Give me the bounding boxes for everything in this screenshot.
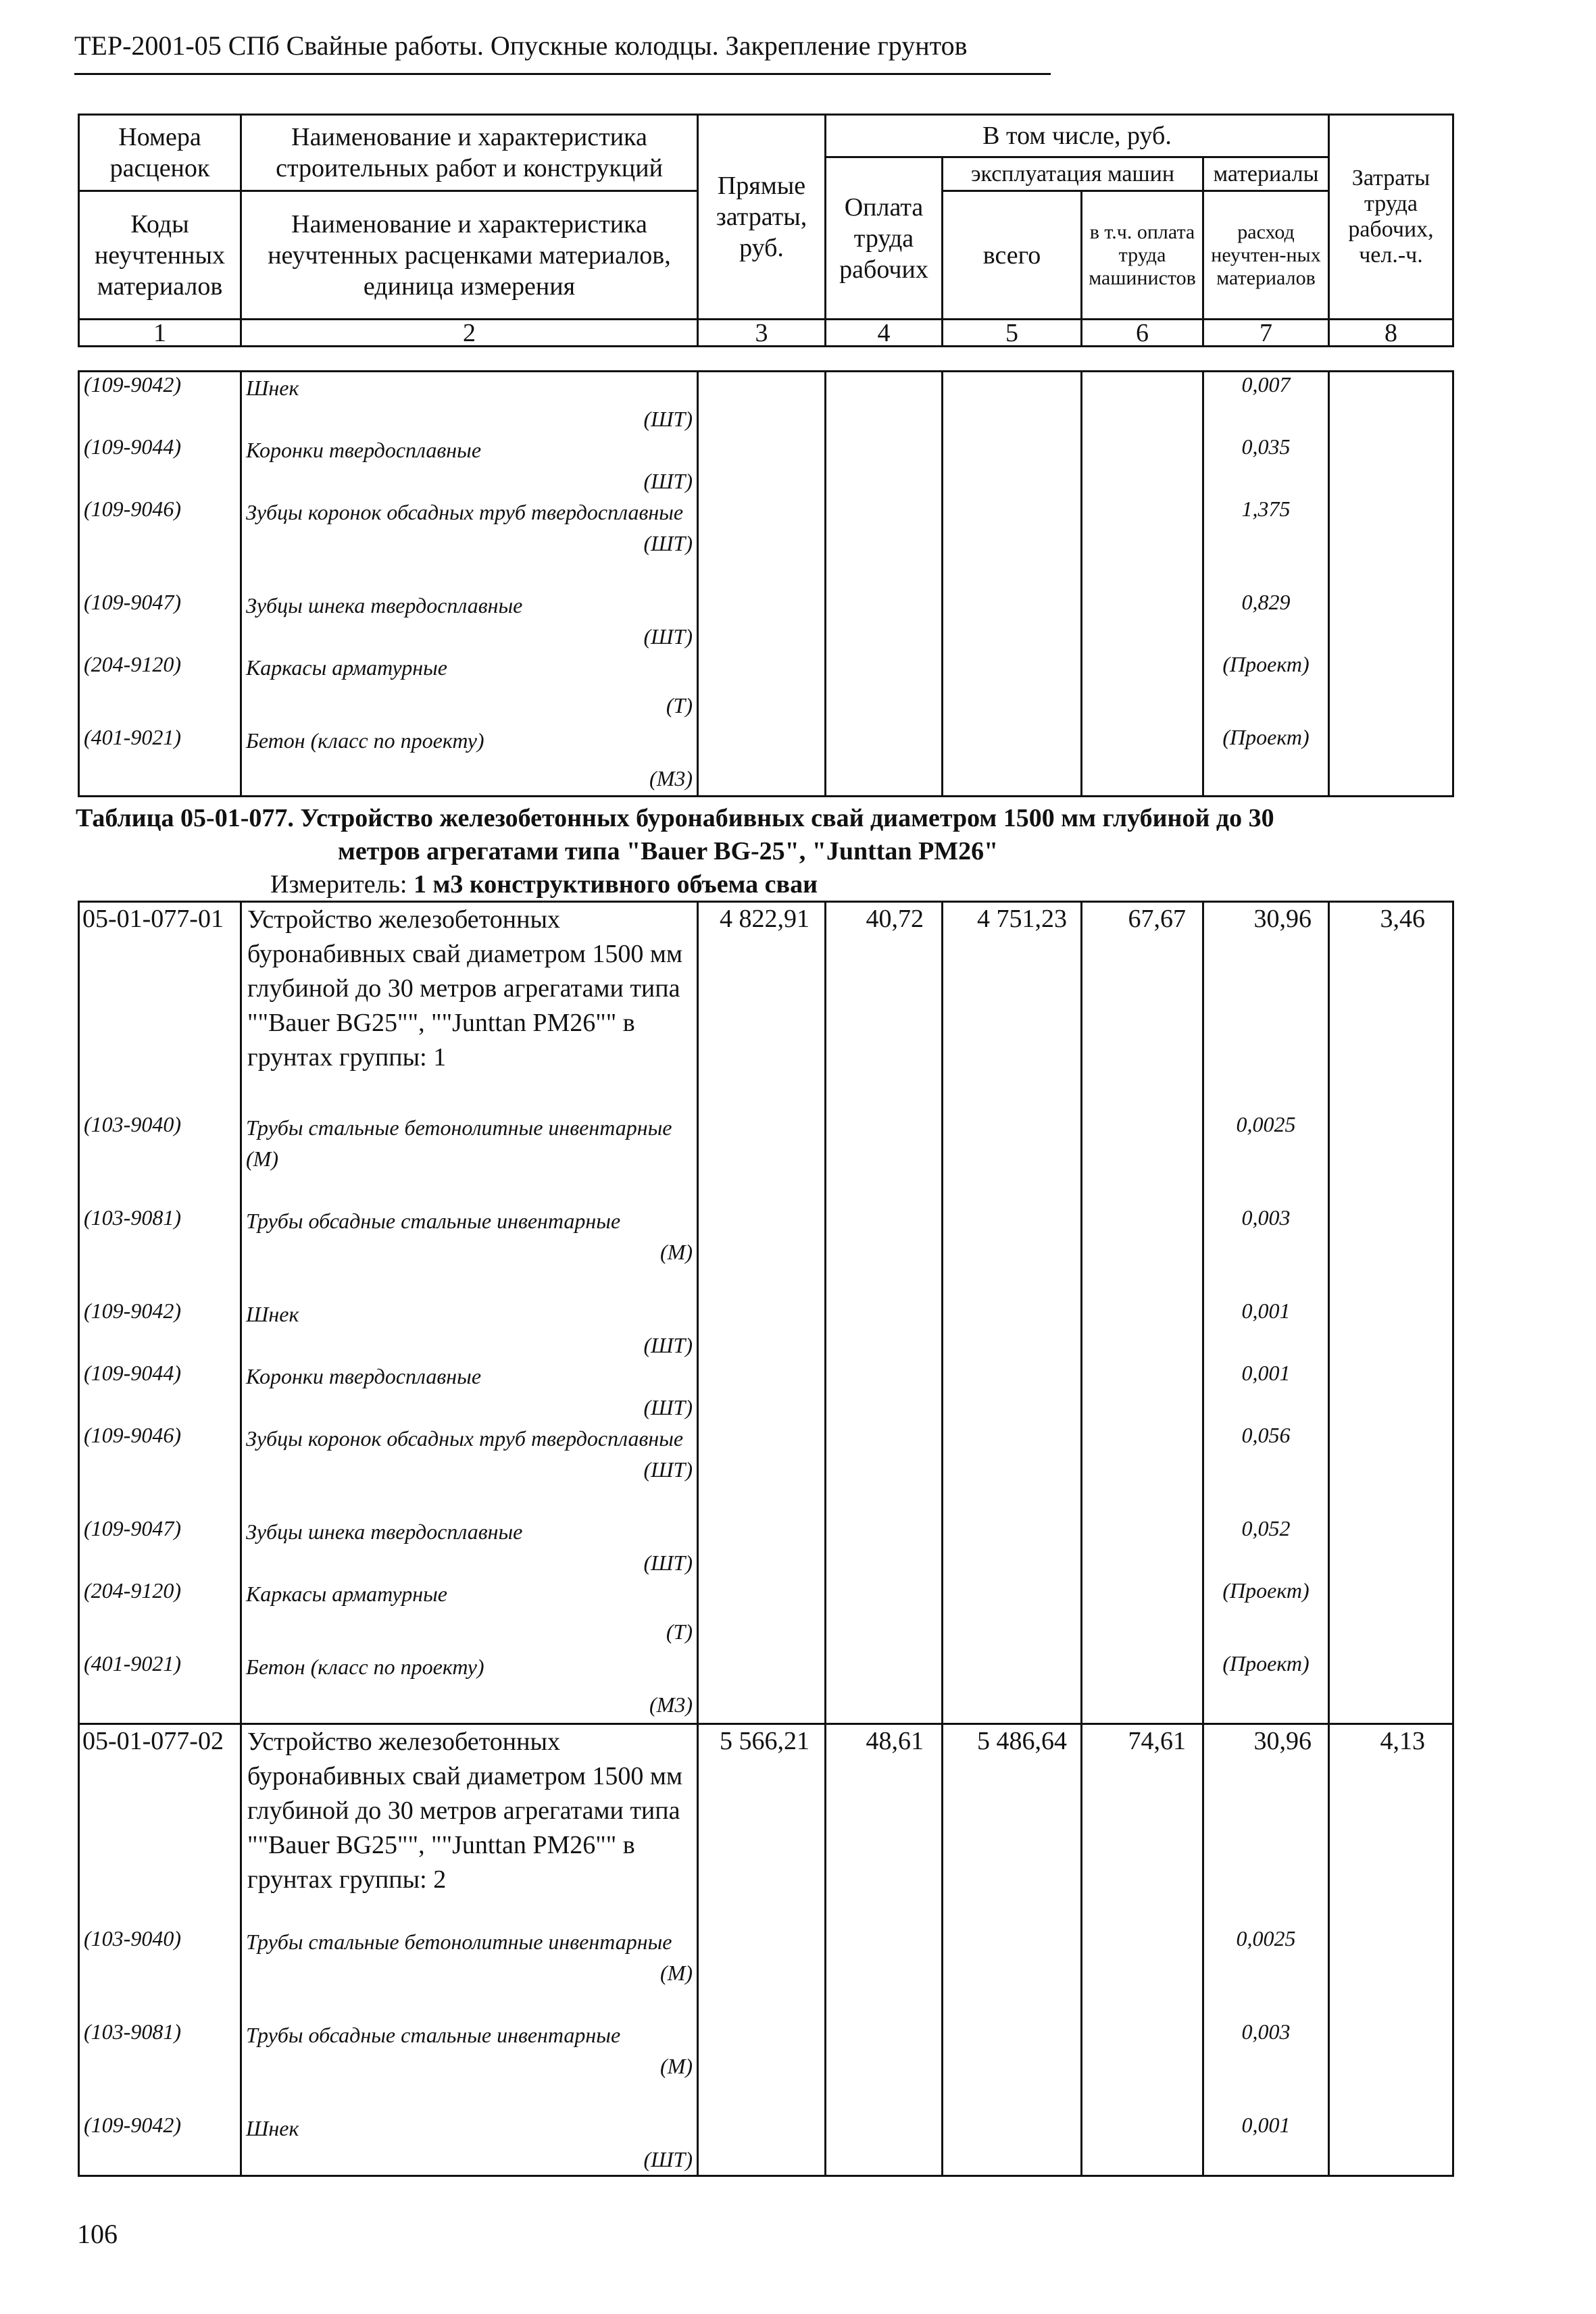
material-row [79,1299,1453,1361]
material-consumption: 0,0025 [1203,1112,1329,1205]
material-unit: (ШТ) [643,531,693,555]
material-row [79,652,1453,725]
material-consumption: 0,001 [1203,1361,1329,1423]
material-name: Трубы стальные бетонолитные инвентарные [246,1115,672,1140]
column-number: 8 [1329,320,1453,347]
rate-name: Устройство железобетонных буронабивных свай диаметром 1500 мм глубиной до 30 метров агрегатами типа ""Bauer BG25"", ""Junttan PM26"" в грунтах группы: 1 [241,902,698,1112]
meter-value: 1 м3 конструктивного объема сваи [414,870,818,899]
material-consumption: 0,052 [1203,1516,1329,1578]
header-machines-total: всего [943,191,1082,320]
material-name: Бетон (класс по проекту) [246,1654,484,1679]
material-row [79,1578,1453,1651]
material-code: (204-9120) [79,652,241,725]
header-material-name: Наименование и характеристика неучтенных расценками материалов, единица измерения [241,191,698,320]
rate-row [79,902,1453,1112]
material-name: Зубцы шнека твердосплавные [246,593,523,618]
materials-cost: 30,96 [1203,902,1329,1112]
material-code: (109-9042) [79,1299,241,1361]
header-unaccounted-materials: расход неучтен-ных материалов [1203,191,1329,320]
material-name: Зубцы коронок обсадных труб твердосплавные [246,1426,684,1451]
material-code: (109-9042) [79,372,241,435]
material-name: Шнек [246,2115,299,2140]
material-name: Зубцы шнека твердосплавные [246,1519,523,1544]
material-row [79,2019,1453,2113]
header-direct-costs: Прямые затраты, руб. [698,115,826,320]
material-consumption: (Проект) [1203,1578,1329,1651]
header-machine-operation: эксплуатация машин [943,157,1203,191]
material-row [79,1205,1453,1299]
material-unit: (М3) [649,1692,693,1717]
rate-code: 05-01-077-01 [79,902,241,1112]
material-name: Зубцы коронок обсадных труб твердосплавные [246,500,684,524]
material-consumption: 1,375 [1203,497,1329,590]
material-code: (109-9046) [79,497,241,590]
material-code: (401-9021) [79,1651,241,1724]
header-material-codes: Коды неучтенных материалов [79,191,241,320]
material-unit: (ШТ) [643,624,693,649]
column-number: 7 [1203,320,1329,347]
material-row [79,1516,1453,1578]
material-consumption: 0,007 [1203,372,1329,435]
header-work-name: Наименование и характеристика строительных работ и конструкций [241,115,698,191]
material-code: (204-9120) [79,1578,241,1651]
material-name: Коронки твердосплавные [246,1363,482,1388]
column-number: 1 [79,320,241,347]
material-consumption: (Проект) [1203,1651,1329,1724]
material-unit: (М) [660,2053,693,2078]
material-code: (109-9044) [79,434,241,497]
header-rate-numbers: Номера расценок [79,115,241,191]
running-header: ТЕР-2001-05 СПб Свайные работы. Опускные колодцы. Закрепление грунтов [74,30,968,61]
material-unit: (ШТ) [643,2146,693,2171]
material-name: Трубы обсадные стальные инвентарные [246,1208,621,1233]
material-code: (109-9047) [79,1516,241,1578]
materials-cost: 30,96 [1203,1724,1329,1926]
material-row [79,2113,1453,2176]
material-name: Бетон (класс по проекту) [246,728,484,753]
machinists-pay: 74,61 [1082,1724,1203,1926]
machinists-pay: 67,67 [1082,902,1203,1112]
material-consumption: 0,056 [1203,1423,1329,1516]
material-unit: (ШТ) [643,469,693,493]
material-unit: (ШТ) [643,1332,693,1357]
column-number: 2 [241,320,698,347]
material-consumption: 0,003 [1203,2019,1329,2113]
material-code: (109-9042) [79,2113,241,2176]
material-row [79,1926,1453,2019]
header-labor-pay: Оплата труда рабочих [826,157,943,320]
material-unit: (ШТ) [643,1550,693,1575]
header-materials: материалы [1203,157,1329,191]
material-code: (109-9047) [79,590,241,652]
material-unit: (М) [660,1239,693,1264]
material-consumption: 0,829 [1203,590,1329,652]
material-code: (109-9044) [79,1361,241,1423]
machines-total: 5 486,64 [943,1724,1082,1926]
column-header-table [78,114,1454,347]
table-title-continued: метров агрегатами типа "Bauer BG-25", "Junttan PM26" [338,837,999,865]
material-code: (401-9021) [79,725,241,796]
material-consumption: 0,001 [1203,1299,1329,1361]
rate-row [79,1724,1453,1926]
material-consumption: 0,003 [1203,1205,1329,1299]
material-unit: (ШТ) [643,407,693,431]
material-unit: (Т) [666,1619,693,1644]
table-title: Таблица 05-01-077. Устройство железобетонных буронабивных свай диаметром 1500 мм глубиной до 30 [76,804,1274,832]
material-name: Шнек [246,1301,299,1326]
labor-pay: 40,72 [826,902,943,1112]
material-row [79,497,1453,590]
rate-code: 05-01-077-02 [79,1724,241,1926]
header-rule [74,73,1051,75]
material-consumption: (Проект) [1203,652,1329,725]
rate-name: Устройство железобетонных буронабивных свай диаметром 1500 мм глубиной до 30 метров агрегатами типа ""Bauer BG25"", ""Junttan PM26"" в грунтах группы: 2 [241,1724,698,1926]
header-including: В том числе, руб. [826,115,1329,157]
material-row [79,725,1453,796]
material-row [79,1361,1453,1423]
header-labor-hours: Затраты труда рабочих, чел.-ч. [1329,115,1453,320]
header-machinists-pay: в т.ч. оплата труда машинистов [1082,191,1203,320]
column-number: 3 [698,320,826,347]
column-number: 4 [826,320,943,347]
direct-costs: 5 566,21 [698,1724,826,1926]
column-number: 6 [1082,320,1203,347]
page-number: 106 [77,2219,118,2249]
material-name: Каркасы арматурные [246,1581,447,1606]
labor-hours: 3,46 [1329,902,1453,1112]
material-consumption: (Проект) [1203,725,1329,796]
column-number: 5 [943,320,1082,347]
material-code: (109-9046) [79,1423,241,1516]
labor-hours: 4,13 [1329,1724,1453,1926]
material-unit: (М) [660,1960,693,1985]
labor-pay: 48,61 [826,1724,943,1926]
material-consumption: 0,0025 [1203,1926,1329,2019]
material-name: Трубы стальные бетонолитные инвентарные [246,1929,672,1954]
material-row [79,1112,1453,1205]
material-code: (103-9081) [79,2019,241,2113]
material-unit: (М) [246,1146,278,1171]
material-name: Шнек [246,376,299,400]
material-code: (103-9040) [79,1926,241,2019]
material-unit: (Т) [666,693,693,718]
material-row [79,590,1453,652]
material-unit: (ШТ) [643,1394,693,1419]
material-name: Коронки твердосплавные [246,438,482,462]
material-row [79,434,1453,497]
material-row [79,1423,1453,1516]
material-code: (103-9081) [79,1205,241,1299]
meter-line [270,870,818,899]
material-unit: (ШТ) [643,1457,693,1482]
direct-costs: 4 822,91 [698,902,826,1112]
material-name: Трубы обсадные стальные инвентарные [246,2022,621,2047]
continued-materials-table [78,370,1454,797]
material-unit: (М3) [649,766,693,790]
rates-table [78,901,1454,2177]
material-name: Каркасы арматурные [246,655,447,680]
meter-label: Измеритель: [270,870,407,899]
material-consumption: 0,035 [1203,434,1329,497]
material-row [79,1651,1453,1724]
machines-total: 4 751,23 [943,902,1082,1112]
material-consumption: 0,001 [1203,2113,1329,2176]
material-code: (103-9040) [79,1112,241,1205]
material-row [79,372,1453,435]
